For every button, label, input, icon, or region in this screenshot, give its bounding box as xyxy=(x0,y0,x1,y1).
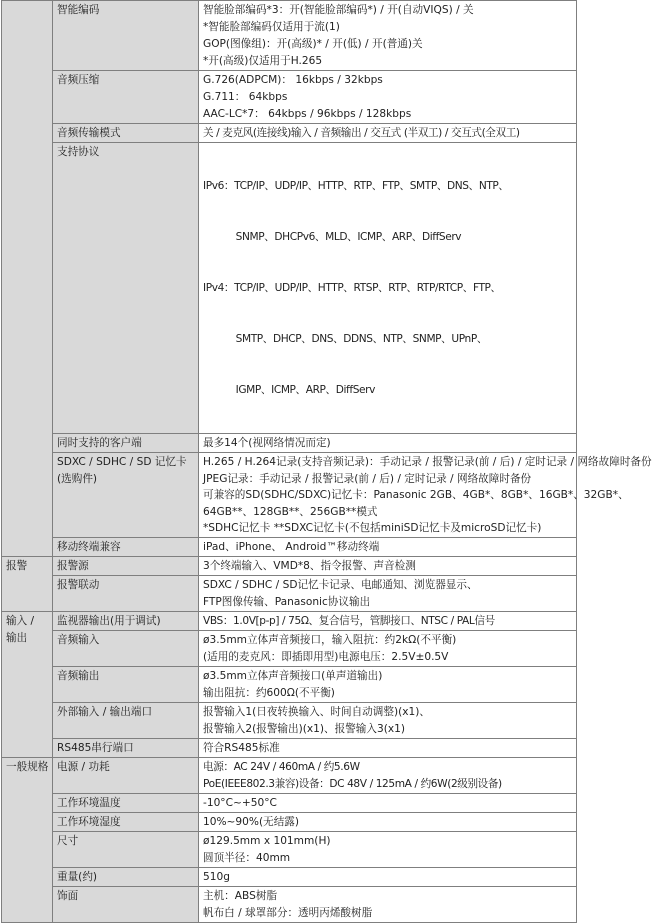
value-line: JPEG记录：手动记录 / 报警记录(前 / 后) / 定时记录 / 网络故障时备份 xyxy=(203,472,532,485)
value-line: 可兼容的SD(SDHC/SDXC)记忆卡：Panasonic 2GB、4GB*、8GB*、16GB*、32GB*、 xyxy=(203,489,629,501)
value-line: *开(高级)仅适用于H.265 xyxy=(203,55,323,67)
value-line: ø129.5mm x 101mm(H) xyxy=(203,834,331,847)
spec-name: 电源 / 功耗 xyxy=(53,757,199,793)
spec-name: 支持协议 xyxy=(53,143,199,434)
value-line: FTP图像传输、Panasonic协议输出 xyxy=(203,595,371,608)
table-row xyxy=(2,575,577,611)
spec-value xyxy=(199,143,577,434)
table-row xyxy=(2,793,577,812)
value-line: SDXC / SDHC / SD记忆卡记录、电邮通知、浏览器显示、 xyxy=(203,578,478,591)
value-line: iPad、iPhone、 Android™移动终端 xyxy=(203,540,380,553)
spec-value xyxy=(199,738,577,757)
table-row xyxy=(2,666,577,702)
value-line: VBS：1.0V[p-p] / 75Ω、复合信号，管脚接口、NTSC / PAL信号 xyxy=(203,614,495,627)
table-row xyxy=(2,453,577,538)
spec-value xyxy=(199,434,577,453)
spec-name: 音频压缩 xyxy=(53,71,199,124)
spec-name: 同时支持的客户端 xyxy=(53,434,199,453)
table-row xyxy=(2,143,577,434)
table-row xyxy=(2,702,577,738)
value-line: (适用的麦克风：即插即用型)电源电压：2.5V±0.5V xyxy=(203,650,449,663)
spec-value xyxy=(199,886,577,922)
spec-name: 报警源 xyxy=(53,556,199,575)
table-row xyxy=(2,812,577,831)
spec-name: 移动终端兼容 xyxy=(53,537,199,556)
value-line: 510g xyxy=(203,870,230,883)
value-line: 10%~90%(无结露) xyxy=(203,815,300,828)
spec-name: 尺寸 xyxy=(53,831,199,867)
table-row xyxy=(2,630,577,666)
spec-name: RS485串行端口 xyxy=(53,738,199,757)
value-line: IPv6：TCP/IP、UDP/IP、HTTP、RTP、FTP、SMTP、DNS、NTP、 xyxy=(203,180,509,192)
spec-name: 音频输入 xyxy=(53,630,199,666)
table-row xyxy=(2,434,577,453)
spec-value xyxy=(199,831,577,867)
table-row xyxy=(2,886,577,922)
value-line: 报警输入2(报警输出)(x1)、报警输入3(x1) xyxy=(203,722,406,735)
category-cell: 一般规格 xyxy=(2,757,53,922)
spec-value xyxy=(199,537,577,556)
value-line: 电源：AC 24V / 460mA / 约5.6W xyxy=(203,760,360,773)
spec-value xyxy=(199,71,577,124)
value-line: 符合RS485标准 xyxy=(203,741,280,754)
value-line: SMTP、DHCP、DNS、DDNS、NTP、SNMP、UPnP、 xyxy=(203,333,488,345)
value-line: GOP(图像组)：开(高级)* / 开(低) / 开(普通)关 xyxy=(203,38,423,50)
value-line: 关 / 麦克风(连接线)输入 / 音频输出 / 交互式 (半双工) / 交互式(全双工) xyxy=(203,127,520,139)
spec-table xyxy=(1,0,652,923)
spec-value xyxy=(199,611,577,630)
value-line: 3个终端输入、VMD*8、指令报警、声音检测 xyxy=(203,559,416,572)
spec-value xyxy=(199,1,577,71)
value-line: 帆布白 / 球罩部分：透明丙烯酸树脂 xyxy=(203,906,373,919)
spec-value xyxy=(199,124,577,143)
value-line: *智能脸部编码仅适用于流(1) xyxy=(203,21,340,33)
spec-value xyxy=(199,575,577,611)
value-line: 圆顶半径：40mm xyxy=(203,851,291,864)
value-line: IGMP、ICMP、ARP、DiffServ xyxy=(203,384,375,396)
table-row xyxy=(2,757,577,793)
spec-name: 智能编码 xyxy=(53,1,199,71)
spec-value xyxy=(199,702,577,738)
spec-name: 工作环境温度 xyxy=(53,793,199,812)
table-row xyxy=(2,124,577,143)
table-row xyxy=(2,556,577,575)
spec-value xyxy=(199,556,577,575)
category-cell: 输入 / 输出 xyxy=(2,611,53,757)
value-line: 输出阻抗：约600Ω(不平衡) xyxy=(203,686,335,699)
value-line: ø3.5mm立体声音频接口，输入阻抗：约2kΩ(不平衡) xyxy=(203,633,457,646)
spec-name: SDXC / SDHC / SD 记忆卡(选购件) xyxy=(53,453,199,538)
value-line: ø3.5mm立体声音频接口(单声道输出) xyxy=(203,669,383,682)
value-line: 报警输入1(日夜转换输入、时间自动调整)(x1)、 xyxy=(203,705,430,718)
table-row xyxy=(2,1,577,71)
category-cell: 报警 xyxy=(2,556,53,611)
spec-value xyxy=(199,453,652,538)
spec-value xyxy=(199,757,577,793)
spec-value xyxy=(199,812,577,831)
spec-value xyxy=(199,793,577,812)
value-line: SNMP、DHCPv6、MLD、ICMP、ARP、DiffServ xyxy=(203,231,462,243)
table-row xyxy=(2,537,577,556)
value-line: IPv4：TCP/IP、UDP/IP、HTTP、RTSP、RTP、RTP/RTCP、FTP、 xyxy=(203,282,501,294)
value-line: -10°C~+50°C xyxy=(203,796,277,809)
table-row xyxy=(2,71,577,124)
spec-name: 报警联动 xyxy=(53,575,199,611)
value-line: G.711： 64kbps xyxy=(203,91,288,103)
spec-name: 音频输出 xyxy=(53,666,199,702)
spec-name: 外部输入 / 输出端口 xyxy=(53,702,199,738)
value-line: 64GB**、128GB**、256GB**模式 xyxy=(203,505,378,518)
category-cell xyxy=(2,1,53,557)
spec-name: 工作环境湿度 xyxy=(53,812,199,831)
value-line: 智能脸部编码*3：开(智能脸部编码*) / 开(自动VIQS) / 关 xyxy=(203,4,474,16)
spec-name: 监视器输出(用于调试) xyxy=(53,611,199,630)
value-line: G.726(ADPCM)： 16kbps / 32kbps xyxy=(203,74,383,86)
spec-name: 音频传输模式 xyxy=(53,124,199,143)
table-row xyxy=(2,738,577,757)
table-row xyxy=(2,611,577,630)
spec-value xyxy=(199,867,577,886)
spec-name: 重量(约) xyxy=(53,867,199,886)
spec-name: 饰面 xyxy=(53,886,199,922)
table-row xyxy=(2,867,577,886)
value-line: 主机：ABS树脂 xyxy=(203,889,278,902)
value-line: *SDHC记忆卡 **SDXC记忆卡(不包括miniSD记忆卡及microSD记忆卡) xyxy=(203,522,542,534)
value-line: AAC-LC*7： 64kbps / 96kbps / 128kbps xyxy=(203,108,412,120)
value-line: PoE(IEEE802.3兼容)设备：DC 48V / 125mA / 约6W(2级别设备) xyxy=(203,777,502,790)
table-row xyxy=(2,831,577,867)
spec-value xyxy=(199,630,577,666)
value-line: 最多14个(视网络情况而定) xyxy=(203,437,331,449)
value-line: H.265 / H.264记录(支持音频记录)：手动记录 / 报警记录(前 / 后) / 定时记录 / 网络故障时备份 xyxy=(203,456,652,468)
spec-value xyxy=(199,666,577,702)
